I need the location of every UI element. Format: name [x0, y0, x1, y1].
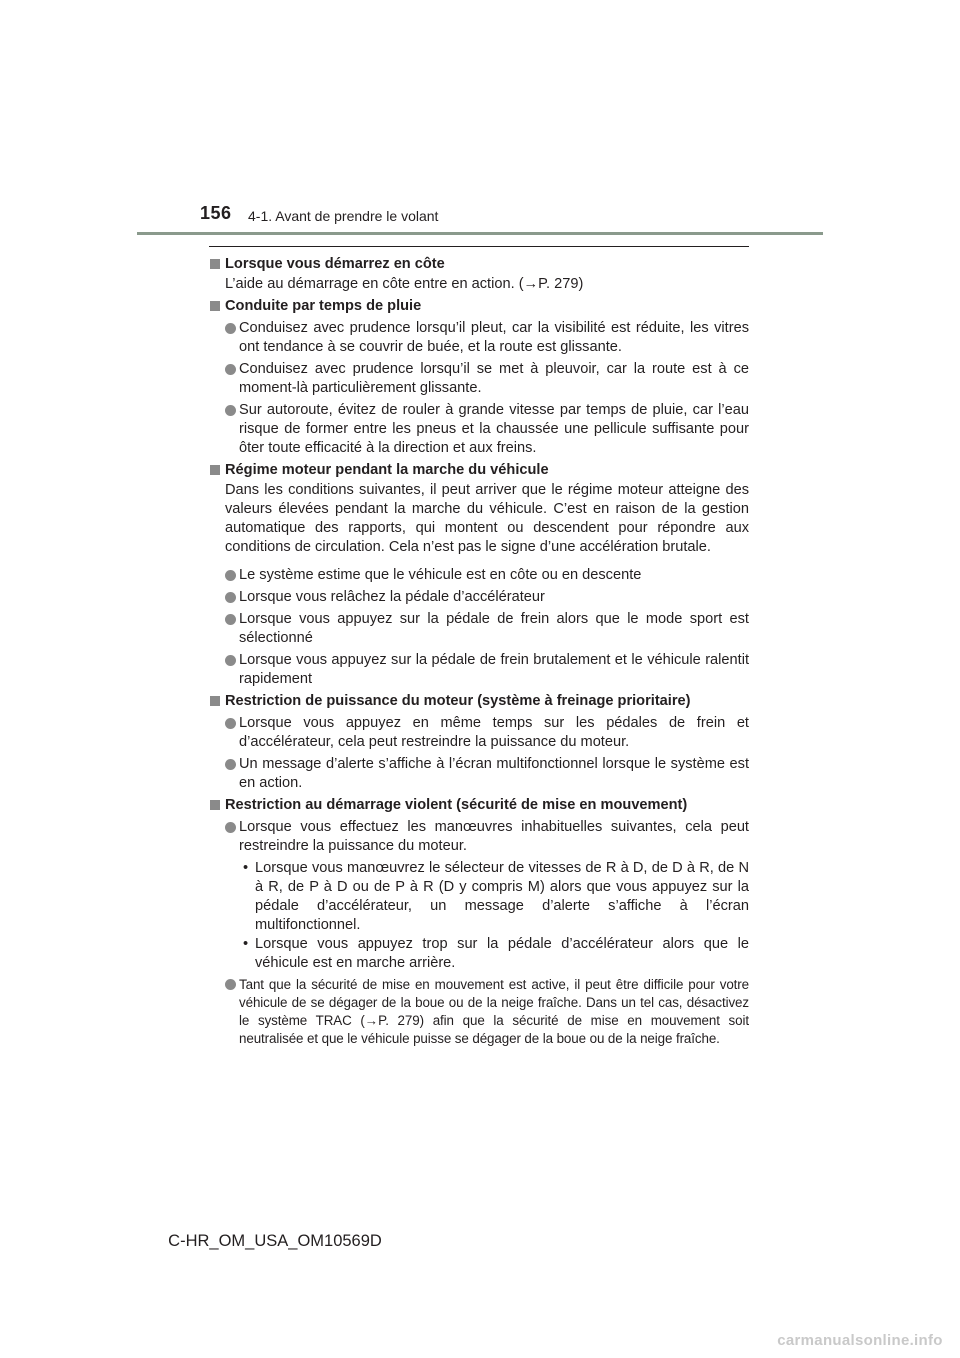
section-hill-start — [209, 255, 749, 294]
section-heading: Lorsque vous démarrez en côte — [225, 256, 445, 272]
round-bullet-icon — [225, 822, 236, 833]
bullet-item: Lorsque vous appuyez en même temps sur les pédales de frein et d’accélérateur, cela peut restreindre la puissance du moteur. — [209, 714, 749, 752]
section-heading: Conduite par temps de pluie — [225, 298, 422, 314]
round-bullet-icon — [225, 614, 236, 625]
paragraph: Dans les conditions suivantes, il peut arriver que le régime moteur atteigne des valeurs élevées pendant la marche du véhicule. C’est en raison de la gestion automatique des rapports, qui montent ou descendent pour répondre aux conditions de circulation. Cela n’est pas le signe d’une accélération brutale. — [225, 482, 749, 555]
document-code: C-HR_OM_USA_OM10569D — [168, 1232, 382, 1250]
round-bullet-icon — [225, 405, 236, 416]
section-title: 4-1. Avant de prendre le volant — [248, 208, 439, 224]
square-bullet-icon — [210, 301, 220, 311]
square-bullet-icon — [210, 696, 220, 706]
round-bullet-icon — [225, 979, 236, 990]
header-divider — [137, 232, 823, 235]
square-bullet-icon — [210, 465, 220, 475]
bullet-item: Le système estime que le véhicule est en côte ou en descente — [209, 566, 749, 585]
round-bullet-icon — [225, 592, 236, 603]
bullet-item: Un message d’alerte s’affiche à l’écran multifonctionnel lorsque le système est en action. — [209, 755, 749, 793]
section-engine-speed — [209, 461, 749, 689]
content-divider — [209, 246, 749, 247]
bullet-item: Lorsque vous effectuez les manœuvres inhabituelles suivantes, cela peut restreindre la puissance du moteur. — [209, 818, 749, 856]
square-bullet-icon — [210, 800, 220, 810]
round-bullet-icon — [225, 570, 236, 581]
round-bullet-icon — [225, 655, 236, 666]
watermark: carmanualsonline.info — [777, 1331, 943, 1349]
section-rain — [209, 297, 749, 458]
paragraph: L’aide au démarrage en côte entre en action. (→P. 279) — [225, 276, 584, 292]
round-bullet-icon — [225, 759, 236, 770]
bullet-item: Lorsque vous appuyez sur la pédale de frein alors que le mode sport est sélectionné — [209, 610, 749, 648]
round-bullet-icon — [225, 718, 236, 729]
section-heading: Régime moteur pendant la marche du véhicule — [225, 462, 549, 478]
sub-bullet-item: • Lorsque vous manœuvrez le sélecteur de vitesses de R à D, de D à R, de N à R, de P à D ou de P à R (D y compris M) alors que vous appuyez sur la pédale d’accélérateur, un message d’alerte s’affiche à l’écran multifonctionnel. — [243, 860, 749, 933]
square-bullet-icon — [210, 259, 220, 269]
bullet-item: Lorsque vous appuyez sur la pédale de frein brutalement et le véhicule ralentit rapidement — [209, 651, 749, 689]
bullet-item: Conduisez avec prudence lorsqu’il pleut, car la visibilité est réduite, les vitres ont tendance à se couvrir de buée, et la route est glissante. — [209, 319, 749, 357]
section-heading: Restriction de puissance du moteur (système à freinage prioritaire) — [225, 693, 691, 709]
section-heading: Restriction au démarrage violent (sécurité de mise en mouvement) — [225, 797, 688, 813]
page-number: 156 — [200, 203, 232, 223]
page-header — [0, 0, 960, 240]
section-drive-start-control — [209, 796, 749, 1048]
round-bullet-icon — [225, 364, 236, 375]
section-brake-override — [209, 692, 749, 793]
bullet-item: Lorsque vous relâchez la pédale d’accélérateur — [209, 588, 749, 607]
round-bullet-icon — [225, 323, 236, 334]
sub-bullet-item: • Lorsque vous appuyez trop sur la pédale d’accélérateur alors que le véhicule est en marche arrière. — [243, 936, 749, 971]
bullet-item: Conduisez avec prudence lorsqu’il se met à pleuvoir, car la route est à ce moment-là particulièrement glissante. — [209, 360, 749, 398]
bullet-item: Tant que la sécurité de mise en mouvement est active, il peut être difficile pour votre véhicule de se dégager de la boue ou de la neige fraîche. Dans un tel cas, désactivez le système TRAC (→P. 279) afin que la sécurité de mise en mouvement soit neutralisée et que le véhicule puisse se dégager de la boue ou de la neige fraîche. — [209, 976, 749, 1048]
sub-bullet-mark: • — [243, 936, 249, 952]
sub-bullet-mark: • — [243, 860, 249, 876]
page-content — [209, 255, 749, 1051]
bullet-item: Sur autoroute, évitez de rouler à grande vitesse par temps de pluie, car l’eau risque de former entre les pneus et la chaussée une pellicule suffisante pour ôter toute efficacité à la direction et aux freins. — [209, 401, 749, 458]
